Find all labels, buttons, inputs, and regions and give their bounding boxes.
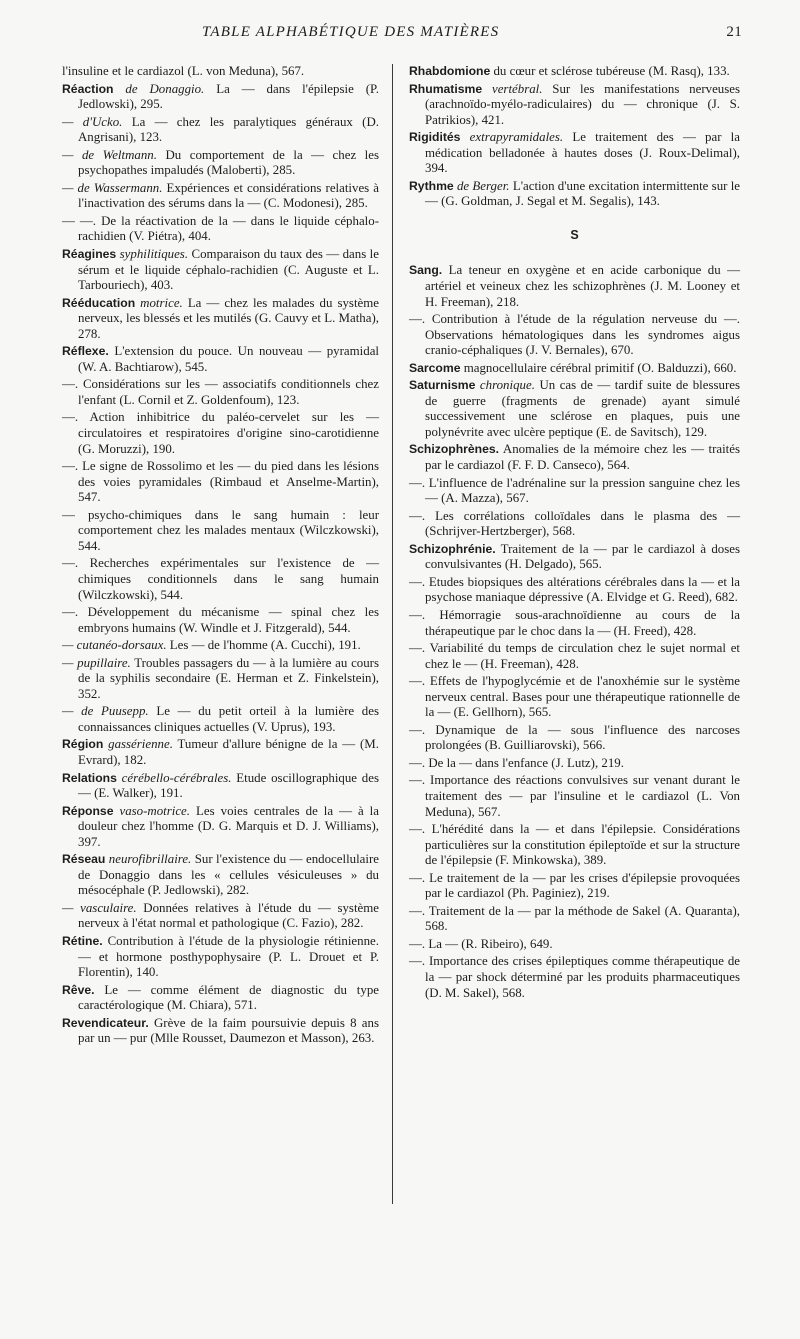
index-entry [62,247,379,294]
index-entry [62,296,379,343]
entry-keyword: Revendicateur. [62,1015,149,1030]
index-entry [62,508,379,555]
entry-text: —. Hémorragie sous-arachnoïdienne au cours de la thérapeutique par le choc dans la — (H. Freed), 428. [409,607,740,638]
entry-qualifier: — d'Ucko. [62,114,123,129]
page-number: 21 [726,24,742,40]
entry-text: —. Les corrélations colloïdales dans le plasma des — (Schrijver-Hertzberger), 568. [409,508,740,539]
entry-qualifier: gassérienne. [108,737,173,752]
entry-text: — —. De la réactivation de la — dans le liquide céphalo-rachidien (V. Piétra), 404. [62,213,379,244]
entry-text: —. Le traitement de la — par les crises d'épilepsie provoquées par le cardiazol (Ph. Paginiez), 219. [409,870,740,901]
entry-text: L'extension du pouce. Un nouveau — pyramidal (W. A. Bachtiarow), 545. [78,344,380,374]
entry-text: Anomalies de la mémoire chez les — traités par le cardiazol (F. F. D. Canseco), 564. [425,442,740,473]
entry-text: Un cas de — tardif suite de blessures de guerre (fragments de grenade) ayant simulé successivement une sclérose en plaques, puis une polynévrite avec ulcère peptique (E. de Savitsch), 129. [425,378,740,439]
index-entry [409,641,740,672]
index-entry [409,542,740,573]
entry-text: —. Importance des crises épileptiques comme thérapeutique de la — par shock déterminé par les produits pharmaceutiques (D. M. Sakel), 568. [409,954,740,1000]
index-entry [62,983,379,1014]
entry-text: Etude oscillographique des — (E. Walker), 191. [78,770,379,801]
left-column [62,64,379,1049]
index-entry [409,937,740,953]
entry-text: La — dans l'épilepsie (P. Jedlowski), 295. [78,81,379,112]
entry-text: —. La — (R. Ribeiro), 649. [409,936,553,951]
index-entry [409,476,740,507]
index-entry [62,214,379,245]
index-entry [409,378,740,440]
index-entry [62,344,379,375]
entry-text: —. Etudes biopsiques des altérations cérébrales dans la — et la psychose maniaque dépressive (A. Elvidge et G. Reed), 682. [409,574,740,605]
entry-text: Les — de l'homme (A. Cucchi), 191. [169,638,361,653]
right-column [409,64,740,1003]
entry-text: Comparaison du taux des — dans le sérum et le liquide céphalo-rachidien (C. Auguste et L. Tarbouriech), 403. [78,247,379,293]
entry-qualifier: — de Puusepp. [62,704,149,719]
index-entry [62,934,379,981]
entry-text: magnocellulaire cérébral primitif (O. Balduzzi), 660. [463,360,737,375]
page-title: TABLE ALPHABÉTIQUE DES MATIÈRES [202,24,500,40]
entry-qualifier: de Donaggio. [125,81,205,96]
index-entry [409,361,740,377]
entry-text: —. Action inhibitrice du paléo-cervelet sur les — circulatoires et respiratoires d'origine sino-carotidienne (G. Moruzzi), 190. [62,410,379,456]
index-entry [62,64,379,80]
entry-text: Grève de la faim poursuivie depuis 8 ans par un — pur (Mlle Rousset, Daumezon et Masson), 263. [78,1015,379,1046]
entry-text: —. De la — dans l'enfance (J. Lutz), 219. [409,755,624,770]
entry-text: —. Contribution à l'étude de la régulation nerveuse du —. Observations hématologiques dans les syndromes aigus cranio-céphaliques (J. V. Bernales), 670. [409,312,740,358]
entry-text: —. Importance des réactions convulsives sur venant durant le traitement des — par l'insuline et le cardiazol (L. Von Meduna), 567. [409,773,740,819]
entry-text: —. Recherches expérimentales sur l'existence de — chimiques conditionnels dans le sang humain (Wilczkowski), 544. [62,556,379,602]
entry-text: du cœur et sclérose tubéreuse (M. Rasq), 133. [493,64,730,78]
entry-keyword: Schizophrénie. [409,541,496,556]
index-entry [62,771,379,802]
index-entry [409,773,740,820]
index-entry [62,115,379,146]
entry-text: —. Dynamique de la — sous l'influence des narcoses prolongées (B. Guilliarovski), 566. [409,722,740,753]
entry-text: l'insuline et le cardiazol (L. von Meduna), 567. [62,64,305,78]
index-entry [409,954,740,1001]
index-entry [62,638,379,654]
entry-text: Traitement de la — par le cardiazol à doses convulsivantes (H. Delgado), 565. [425,541,740,572]
index-entry [409,674,740,721]
entry-text: —. Variabilité du temps de circulation chez le sujet normal et chez le — (H. Freeman), 428. [409,641,740,671]
index-entry [409,904,740,935]
entry-text: Sur les manifestations nerveuses (arachnoïdo-myélo-radiculaires) du — chronique (J. S. Patrikios), 421. [425,81,740,127]
entry-qualifier: extrapyramidales. [469,130,564,145]
index-entry [62,459,379,506]
entry-text: Contribution à l'étude de la physiologie rétinienne. — et hormone posthypophysaire (P. L. Drouet et P. Florentin), 140. [78,933,379,980]
entry-text: —. Le signe de Rossolimo et les — du pied dans les lésions des voies pyramidales (Rimbaud et Anselme-Martin), 547. [62,459,379,505]
entry-text: Le — comme élément de diagnostic du type caractérologique (M. Chiara), 571. [78,982,379,1013]
index-entry [62,377,379,408]
entry-keyword: Réponse [62,803,114,818]
running-header [62,24,742,48]
entry-text: Tumeur d'allure bénigne de la — (M. Evrard), 182. [78,737,379,767]
entry-keyword: Réflexe. [62,344,109,359]
entry-text: —. Traitement de la — par la méthode de Sakel (A. Quaranta), 568. [409,903,740,934]
index-entry [409,130,740,177]
index-entry [409,608,740,639]
entry-qualifier: vertébral. [491,81,543,96]
entry-text: — psycho-chimiques dans le sang humain : leur comportement chez les malades mentaux (Wilczkowski), 544. [62,507,379,553]
index-entry [409,822,740,869]
index-entry [62,704,379,735]
entry-qualifier: neurofibrillaire. [108,852,192,867]
index-entry [62,410,379,457]
entry-qualifier: — vasculaire. [62,900,137,915]
entry-text: —. L'influence de l'adrénaline sur la pression sanguine chez les — (A. Mazza), 567. [409,475,740,506]
index-entry [409,871,740,902]
index-entry [62,82,379,113]
index-entry [62,804,379,851]
entry-text: La teneur en oxygène et en acide carbonique du — artériel et veineux chez les schizophrènes (J. M. Looney et H. Freeman), 218. [425,263,740,309]
entry-qualifier: de Berger. [456,178,510,193]
entry-keyword: Rythme [409,178,454,193]
entry-qualifier: chronique. [479,378,535,393]
entry-qualifier: cérébello-cérébrales. [121,770,232,785]
index-entry [409,442,740,473]
entry-keyword: Relations [62,770,117,785]
entry-text: La — chez les paralytiques généraux (D. Angrisani), 123. [78,114,379,145]
entry-text: Le — du petit orteil à la lumière des connaissances cliniques actuelles (V. Uprus), 193. [78,704,379,734]
index-entry [62,852,379,899]
index-entry [409,509,740,540]
index-entry [62,1016,379,1047]
entry-qualifier: vaso-motrice. [119,803,191,818]
section-letter: S [570,227,579,242]
entry-keyword: Réseau [62,852,106,867]
index-entry [409,263,740,310]
index-entry [62,737,379,768]
entry-keyword: Réagines [62,247,117,262]
entry-qualifier: — de Wassermann. [62,180,163,195]
index-entry [409,82,740,129]
index-entry [409,575,740,606]
entry-keyword: Région [62,737,104,752]
entry-text: Le traitement des — par la médication belladonée à hautes doses (J. Roux-Delimal), 394. [425,130,740,176]
entry-text: L'action d'une excitation intermittente sur le — (G. Goldman, J. Segal et M. Segalis), 143. [425,178,741,209]
index-entry [409,179,740,210]
entry-qualifier: — pupillaire. [62,655,131,670]
entry-text: Les voies centrales de la — à la douleur chez l'homme (D. G. Marquis et D. J. Williams), 397. [78,803,379,849]
entry-keyword: Sang. [409,263,443,278]
entry-qualifier: — cutanéo-dorsaux. [62,638,167,653]
entry-text: Sur l'existence du — endocellulaire de Donaggio dans les « cellules vésiculeuses » du mésocéphale (P. Jedlowski), 282. [78,852,379,898]
entry-text: —. Développement du mécanisme — spinal chez les embryons humains (W. Windle et J. Fitzgerald), 544. [62,605,379,635]
index-entry [62,656,379,703]
entry-keyword: Rétine. [62,933,103,948]
index-entry [62,148,379,179]
index-entry [62,605,379,636]
entry-keyword: Rhabdomione [409,64,491,78]
entry-text: Troubles passagers du — à la lumière au cours de la syphilis secondaire (E. Herman et Z. Finkelstein), 352. [78,655,379,701]
entry-text: Du comportement de la — chez les psychopathes impaludés (Maloberti), 285. [78,147,379,178]
index-entry [62,181,379,212]
index-entry [409,723,740,754]
entry-text: Données relatives à l'étude du — système nerveux à l'état normal et pathologique (C. Fazio), 282. [78,900,379,931]
entry-keyword: Schizophrènes. [409,442,500,457]
entry-keyword: Sarcome [409,360,461,375]
entry-text: Expériences et considérations relatives à l'inactivation des sérums dans la — (C. Modonesi), 285. [78,180,379,211]
right-column-r-entries [409,64,740,210]
entry-keyword: Réaction [62,81,114,96]
index-entry [409,312,740,359]
entry-text: La — chez les malades du système nerveux, les blessés et les mutilés (G. Cauvy et L. Matha), 278. [78,295,379,341]
right-column-s-entries [409,263,740,1001]
entry-qualifier: — de Weltmann. [62,147,157,162]
entry-keyword: Rhumatisme [409,81,483,96]
entry-keyword: Rigidités [409,130,461,145]
entry-qualifier: syphilitiques. [119,247,189,262]
index-entry [409,756,740,772]
entry-keyword: Rêve. [62,982,95,997]
entry-keyword: Saturnisme [409,378,476,393]
index-entry [409,64,740,80]
entry-text: —. Effets de l'hypoglycémie et de l'anoxhémie sur le système nerveux central. Bases pour une thérapeutique rationnelle de la — (E. Gellhorn), 565. [409,674,740,720]
column-divider [392,64,393,1204]
entry-keyword: Rééducation [62,295,136,310]
entry-text: —. Considérations sur les — associatifs conditionnels chez l'enfant (L. Cornil et Z. Goldenfoum), 123. [62,377,379,407]
entry-text: —. L'hérédité dans la — et dans l'épilepsie. Considérations particulières sur la constitution épileptoïde et sur la structure de l'épilepsie (F. Minkowska), 389. [409,822,740,868]
index-entry [62,901,379,932]
entry-qualifier: motrice. [140,295,183,310]
index-entry [62,556,379,603]
